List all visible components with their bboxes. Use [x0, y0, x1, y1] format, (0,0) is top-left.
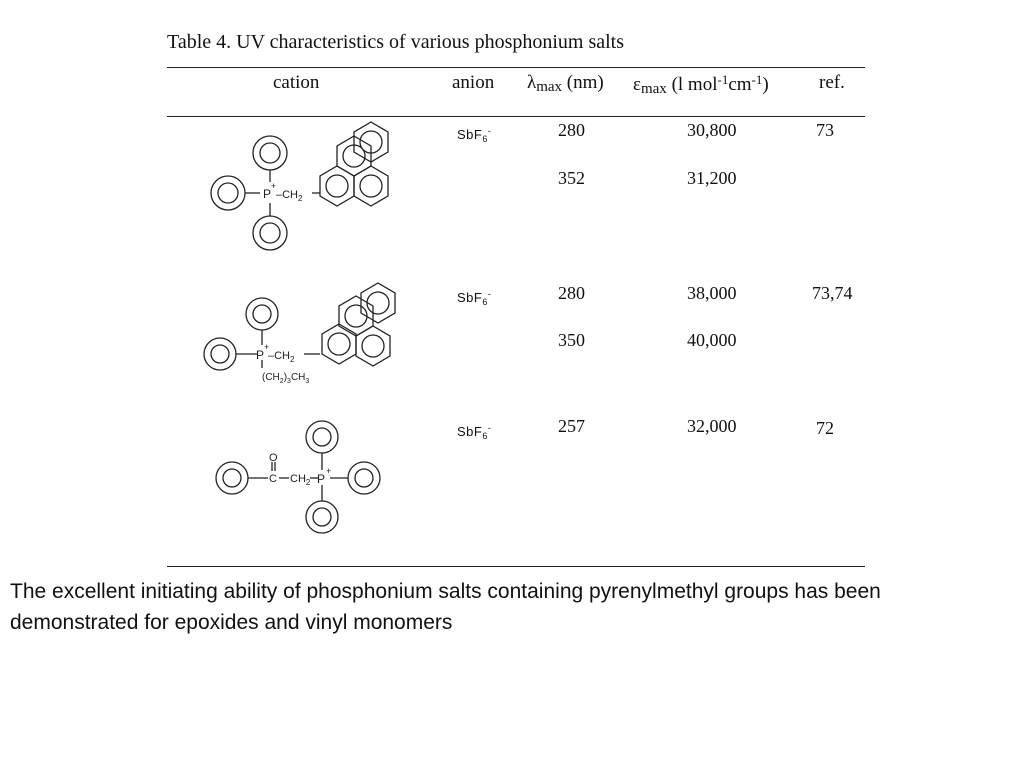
epsilon-exp-2: -1	[751, 72, 763, 87]
s2-chain-d: 3	[287, 378, 291, 385]
lambda-sub: max	[536, 79, 563, 95]
anion-base: SbF	[457, 290, 483, 305]
s2-p-label: P	[256, 348, 265, 362]
epsilon-unit-1: (l mol	[671, 74, 718, 95]
table-title: Table 4. UV characteristics of various phosphonium salts	[167, 31, 625, 53]
structure-1	[195, 118, 395, 258]
caption-text: The excellent initiating ability of phosphonium salts containing pyrenylmethyl groups has been demonstrated for epoxides and vinyl monomers	[10, 580, 881, 634]
anion-sub: 6	[482, 297, 488, 307]
s3-p-label: P	[317, 472, 326, 486]
epsilon-exp-1: -1	[717, 72, 729, 87]
s2-chain-a: (CH	[262, 372, 280, 383]
structure-2	[195, 280, 405, 390]
s1-charge: +	[271, 181, 277, 191]
s2-link	[268, 350, 295, 364]
header-rule	[167, 116, 865, 117]
s1-link-text: –CH	[276, 189, 299, 201]
anion-base: SbF	[457, 424, 483, 439]
row3-anion	[457, 423, 491, 441]
anion-sup: -	[487, 126, 492, 136]
s1-link-sub: 2	[298, 194, 303, 203]
epsilon-unit-3: )	[762, 74, 769, 95]
row3-epsilon-1: 32,000	[687, 416, 737, 436]
s1-p-label: P	[263, 187, 272, 201]
anion-sub: 6	[482, 134, 488, 144]
s3-link	[290, 473, 311, 487]
s3-link-sub: 2	[305, 478, 311, 487]
lambda-symbol: λ	[527, 72, 537, 93]
row1-lambda-2: 352	[558, 168, 585, 188]
row2-lambda-1: 280	[558, 283, 585, 303]
row3-lambda-1: 257	[558, 416, 585, 436]
s3-o-label: O	[269, 452, 278, 464]
row1-epsilon-2: 31,200	[687, 168, 737, 188]
s3-link-text: CH	[290, 473, 306, 485]
lambda-unit: (nm)	[566, 72, 604, 93]
anion-sup: -	[487, 423, 492, 433]
header-ref: ref.	[819, 72, 845, 93]
structure-3	[205, 412, 395, 542]
row2-ref: 73,74	[812, 283, 853, 303]
s2-link-text: –CH	[268, 350, 291, 362]
s2-chain	[262, 372, 309, 385]
s1-link	[276, 189, 303, 203]
header-lambda	[527, 72, 604, 96]
header-cation: cation	[273, 72, 320, 93]
row1-ref: 73	[816, 120, 834, 140]
s2-chain-b: 2	[279, 378, 284, 385]
s2-charge: +	[264, 342, 270, 352]
anion-sup: -	[487, 289, 492, 299]
epsilon-sub: max	[640, 81, 667, 97]
s2-chain-e: CH	[290, 372, 306, 383]
row3-ref: 72	[816, 418, 834, 438]
header-anion: anion	[452, 72, 495, 93]
s3-charge: +	[326, 466, 332, 476]
row2-epsilon-1: 38,000	[687, 283, 737, 303]
epsilon-unit-2: cm	[728, 74, 752, 95]
anion-sub: 6	[482, 431, 488, 441]
row2-epsilon-2: 40,000	[687, 330, 737, 350]
row1-epsilon-1: 30,800	[687, 120, 737, 140]
s2-chain-f: 3	[305, 378, 310, 385]
epsilon-symbol: ε	[633, 74, 641, 95]
header-epsilon	[633, 72, 769, 98]
row2-lambda-2: 350	[558, 330, 585, 350]
s2-link-sub: 2	[290, 355, 295, 364]
row1-lambda-1: 280	[558, 120, 585, 140]
top-rule	[167, 67, 865, 68]
s3-c-label: C	[269, 473, 277, 485]
bottom-rule	[167, 566, 865, 567]
row2-anion	[457, 289, 491, 307]
row1-anion	[457, 126, 491, 144]
s2-chain-c: )	[283, 372, 288, 383]
anion-base: SbF	[457, 127, 483, 142]
